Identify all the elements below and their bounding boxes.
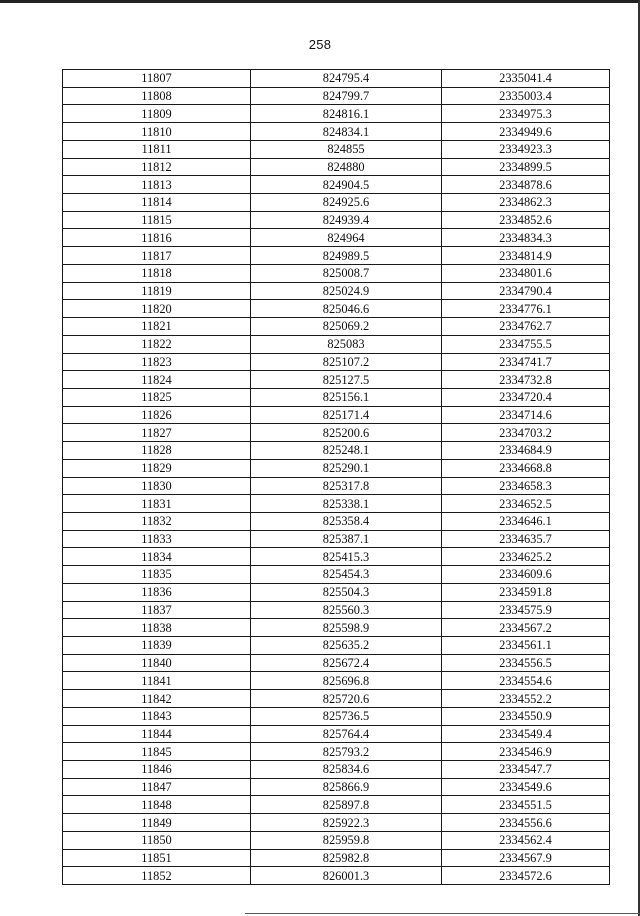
point-number-cell: 11818 (63, 264, 251, 282)
table-row (63, 211, 610, 229)
point-number-cell: 11824 (63, 371, 251, 389)
table-row (63, 335, 610, 353)
table-row (63, 672, 610, 690)
y-coordinate-cell: 2334562.4 (442, 831, 610, 849)
point-number-cell: 11810 (63, 123, 251, 141)
coordinates-table (62, 69, 610, 885)
table-row (63, 707, 610, 725)
point-number-cell: 11832 (63, 512, 251, 530)
table-row (63, 442, 610, 460)
x-coordinate-cell: 825083 (251, 335, 442, 353)
y-coordinate-cell: 2334575.9 (442, 601, 610, 619)
table-row (63, 459, 610, 477)
x-coordinate-cell: 824939.4 (251, 211, 442, 229)
y-coordinate-cell: 2334609.6 (442, 566, 610, 584)
y-coordinate-cell: 2334949.6 (442, 123, 610, 141)
point-number-cell: 11838 (63, 619, 251, 637)
point-number-cell: 11836 (63, 583, 251, 601)
x-coordinate-cell: 824925.6 (251, 194, 442, 212)
table-row (63, 814, 610, 832)
table-row (63, 530, 610, 548)
y-coordinate-cell: 2334646.1 (442, 512, 610, 530)
y-coordinate-cell: 2334652.5 (442, 495, 610, 513)
table-row (63, 229, 610, 247)
table-row (63, 583, 610, 601)
y-coordinate-cell: 2334975.3 (442, 105, 610, 123)
x-coordinate-cell: 825672.4 (251, 654, 442, 672)
table-row (63, 87, 610, 105)
table-row (63, 690, 610, 708)
point-number-cell: 11844 (63, 725, 251, 743)
table-row (63, 761, 610, 779)
y-coordinate-cell: 2334814.9 (442, 247, 610, 265)
y-coordinate-cell: 2334703.2 (442, 424, 610, 442)
table-row (63, 654, 610, 672)
x-coordinate-cell: 825387.1 (251, 530, 442, 548)
table-row (63, 371, 610, 389)
point-number-cell: 11828 (63, 442, 251, 460)
x-coordinate-cell: 825696.8 (251, 672, 442, 690)
y-coordinate-cell: 2334878.6 (442, 176, 610, 194)
y-coordinate-cell: 2334554.6 (442, 672, 610, 690)
table-row (63, 831, 610, 849)
x-coordinate-cell: 825248.1 (251, 442, 442, 460)
table-row (63, 619, 610, 637)
table-row (63, 495, 610, 513)
table-row (63, 300, 610, 318)
point-number-cell: 11816 (63, 229, 251, 247)
y-coordinate-cell: 2334801.6 (442, 264, 610, 282)
y-coordinate-cell: 2334572.6 (442, 867, 610, 885)
point-number-cell: 11829 (63, 459, 251, 477)
y-coordinate-cell: 2334547.7 (442, 761, 610, 779)
y-coordinate-cell: 2334741.7 (442, 353, 610, 371)
point-number-cell: 11809 (63, 105, 251, 123)
table-row (63, 158, 610, 176)
table-row (63, 105, 610, 123)
y-coordinate-cell: 2334556.5 (442, 654, 610, 672)
y-coordinate-cell: 2335003.4 (442, 87, 610, 105)
x-coordinate-cell: 825793.2 (251, 743, 442, 761)
y-coordinate-cell: 2334552.2 (442, 690, 610, 708)
table-row (63, 778, 610, 796)
table-row (63, 353, 610, 371)
y-coordinate-cell: 2334658.3 (442, 477, 610, 495)
point-number-cell: 11837 (63, 601, 251, 619)
point-number-cell: 11851 (63, 849, 251, 867)
y-coordinate-cell: 2334561.1 (442, 637, 610, 655)
point-number-cell: 11819 (63, 282, 251, 300)
x-coordinate-cell: 825866.9 (251, 778, 442, 796)
table-row (63, 512, 610, 530)
table-row (63, 849, 610, 867)
table-row (63, 548, 610, 566)
point-number-cell: 11830 (63, 477, 251, 495)
table-row (63, 796, 610, 814)
x-coordinate-cell: 825290.1 (251, 459, 442, 477)
point-number-cell: 11825 (63, 388, 251, 406)
x-coordinate-cell: 825897.8 (251, 796, 442, 814)
x-coordinate-cell: 825635.2 (251, 637, 442, 655)
x-coordinate-cell: 825171.4 (251, 406, 442, 424)
point-number-cell: 11852 (63, 867, 251, 885)
x-coordinate-cell: 825834.6 (251, 761, 442, 779)
table-row (63, 264, 610, 282)
y-coordinate-cell: 2334762.7 (442, 318, 610, 336)
x-coordinate-cell: 825127.5 (251, 371, 442, 389)
x-coordinate-cell: 824795.4 (251, 70, 442, 88)
y-coordinate-cell: 2334862.3 (442, 194, 610, 212)
point-number-cell: 11841 (63, 672, 251, 690)
y-coordinate-cell: 2334714.6 (442, 406, 610, 424)
page-number: 258 (308, 37, 332, 52)
x-coordinate-cell: 825764.4 (251, 725, 442, 743)
table-row (63, 388, 610, 406)
point-number-cell: 11808 (63, 87, 251, 105)
x-coordinate-cell: 825024.9 (251, 282, 442, 300)
y-coordinate-cell: 2334720.4 (442, 388, 610, 406)
x-coordinate-cell: 825317.8 (251, 477, 442, 495)
table-row (63, 318, 610, 336)
point-number-cell: 11842 (63, 690, 251, 708)
y-coordinate-cell: 2334546.9 (442, 743, 610, 761)
point-number-cell: 11821 (63, 318, 251, 336)
y-coordinate-cell: 2334755.5 (442, 335, 610, 353)
x-coordinate-cell: 825560.3 (251, 601, 442, 619)
table-row (63, 176, 610, 194)
point-number-cell: 11826 (63, 406, 251, 424)
scan-edge-top (0, 0, 640, 3)
table-row (63, 194, 610, 212)
table-row (63, 123, 610, 141)
x-coordinate-cell: 825736.5 (251, 707, 442, 725)
x-coordinate-cell: 825046.6 (251, 300, 442, 318)
x-coordinate-cell: 824855 (251, 140, 442, 158)
point-number-cell: 11827 (63, 424, 251, 442)
x-coordinate-cell: 825959.8 (251, 831, 442, 849)
point-number-cell: 11845 (63, 743, 251, 761)
y-coordinate-cell: 2334549.4 (442, 725, 610, 743)
y-coordinate-cell: 2334567.9 (442, 849, 610, 867)
x-coordinate-cell: 824799.7 (251, 87, 442, 105)
x-coordinate-cell: 825358.4 (251, 512, 442, 530)
point-number-cell: 11839 (63, 637, 251, 655)
point-number-cell: 11833 (63, 530, 251, 548)
scan-edge-bottom (245, 913, 640, 914)
point-number-cell: 11840 (63, 654, 251, 672)
table-row (63, 247, 610, 265)
point-number-cell: 11814 (63, 194, 251, 212)
point-number-cell: 11848 (63, 796, 251, 814)
x-coordinate-cell: 825922.3 (251, 814, 442, 832)
x-coordinate-cell: 824989.5 (251, 247, 442, 265)
point-number-cell: 11835 (63, 566, 251, 584)
table-row (63, 477, 610, 495)
y-coordinate-cell: 2334567.2 (442, 619, 610, 637)
x-coordinate-cell: 824880 (251, 158, 442, 176)
point-number-cell: 11811 (63, 140, 251, 158)
table-row (63, 140, 610, 158)
point-number-cell: 11807 (63, 70, 251, 88)
x-coordinate-cell: 825454.3 (251, 566, 442, 584)
table-row (63, 867, 610, 885)
y-coordinate-cell: 2334899.5 (442, 158, 610, 176)
y-coordinate-cell: 2334551.5 (442, 796, 610, 814)
table-row (63, 566, 610, 584)
point-number-cell: 11847 (63, 778, 251, 796)
point-number-cell: 11817 (63, 247, 251, 265)
point-number-cell: 11843 (63, 707, 251, 725)
x-coordinate-cell: 825504.3 (251, 583, 442, 601)
y-coordinate-cell: 2334776.1 (442, 300, 610, 318)
y-coordinate-cell: 2335041.4 (442, 70, 610, 88)
y-coordinate-cell: 2334684.9 (442, 442, 610, 460)
point-number-cell: 11812 (63, 158, 251, 176)
x-coordinate-cell: 825069.2 (251, 318, 442, 336)
y-coordinate-cell: 2334834.3 (442, 229, 610, 247)
point-number-cell: 11815 (63, 211, 251, 229)
x-coordinate-cell: 825200.6 (251, 424, 442, 442)
coordinates-table-body (63, 70, 610, 885)
x-coordinate-cell: 824964 (251, 229, 442, 247)
point-number-cell: 11813 (63, 176, 251, 194)
x-coordinate-cell: 825720.6 (251, 690, 442, 708)
point-number-cell: 11823 (63, 353, 251, 371)
point-number-cell: 11822 (63, 335, 251, 353)
point-number-cell: 11820 (63, 300, 251, 318)
x-coordinate-cell: 824816.1 (251, 105, 442, 123)
table-row (63, 406, 610, 424)
table-row (63, 601, 610, 619)
point-number-cell: 11849 (63, 814, 251, 832)
x-coordinate-cell: 825156.1 (251, 388, 442, 406)
y-coordinate-cell: 2334668.8 (442, 459, 610, 477)
x-coordinate-cell: 824904.5 (251, 176, 442, 194)
y-coordinate-cell: 2334556.6 (442, 814, 610, 832)
y-coordinate-cell: 2334591.8 (442, 583, 610, 601)
y-coordinate-cell: 2334790.4 (442, 282, 610, 300)
y-coordinate-cell: 2334550.9 (442, 707, 610, 725)
y-coordinate-cell: 2334625.2 (442, 548, 610, 566)
x-coordinate-cell: 826001.3 (251, 867, 442, 885)
x-coordinate-cell: 824834.1 (251, 123, 442, 141)
y-coordinate-cell: 2334732.8 (442, 371, 610, 389)
point-number-cell: 11831 (63, 495, 251, 513)
point-number-cell: 11846 (63, 761, 251, 779)
table-row (63, 725, 610, 743)
y-coordinate-cell: 2334635.7 (442, 530, 610, 548)
x-coordinate-cell: 825338.1 (251, 495, 442, 513)
x-coordinate-cell: 825107.2 (251, 353, 442, 371)
y-coordinate-cell: 2334549.6 (442, 778, 610, 796)
point-number-cell: 11834 (63, 548, 251, 566)
table-row (63, 70, 610, 88)
table-row (63, 637, 610, 655)
y-coordinate-cell: 2334852.6 (442, 211, 610, 229)
table-row (63, 424, 610, 442)
y-coordinate-cell: 2334923.3 (442, 140, 610, 158)
point-number-cell: 11850 (63, 831, 251, 849)
x-coordinate-cell: 825415.3 (251, 548, 442, 566)
table-row (63, 743, 610, 761)
x-coordinate-cell: 825008.7 (251, 264, 442, 282)
table-row (63, 282, 610, 300)
x-coordinate-cell: 825982.8 (251, 849, 442, 867)
x-coordinate-cell: 825598.9 (251, 619, 442, 637)
